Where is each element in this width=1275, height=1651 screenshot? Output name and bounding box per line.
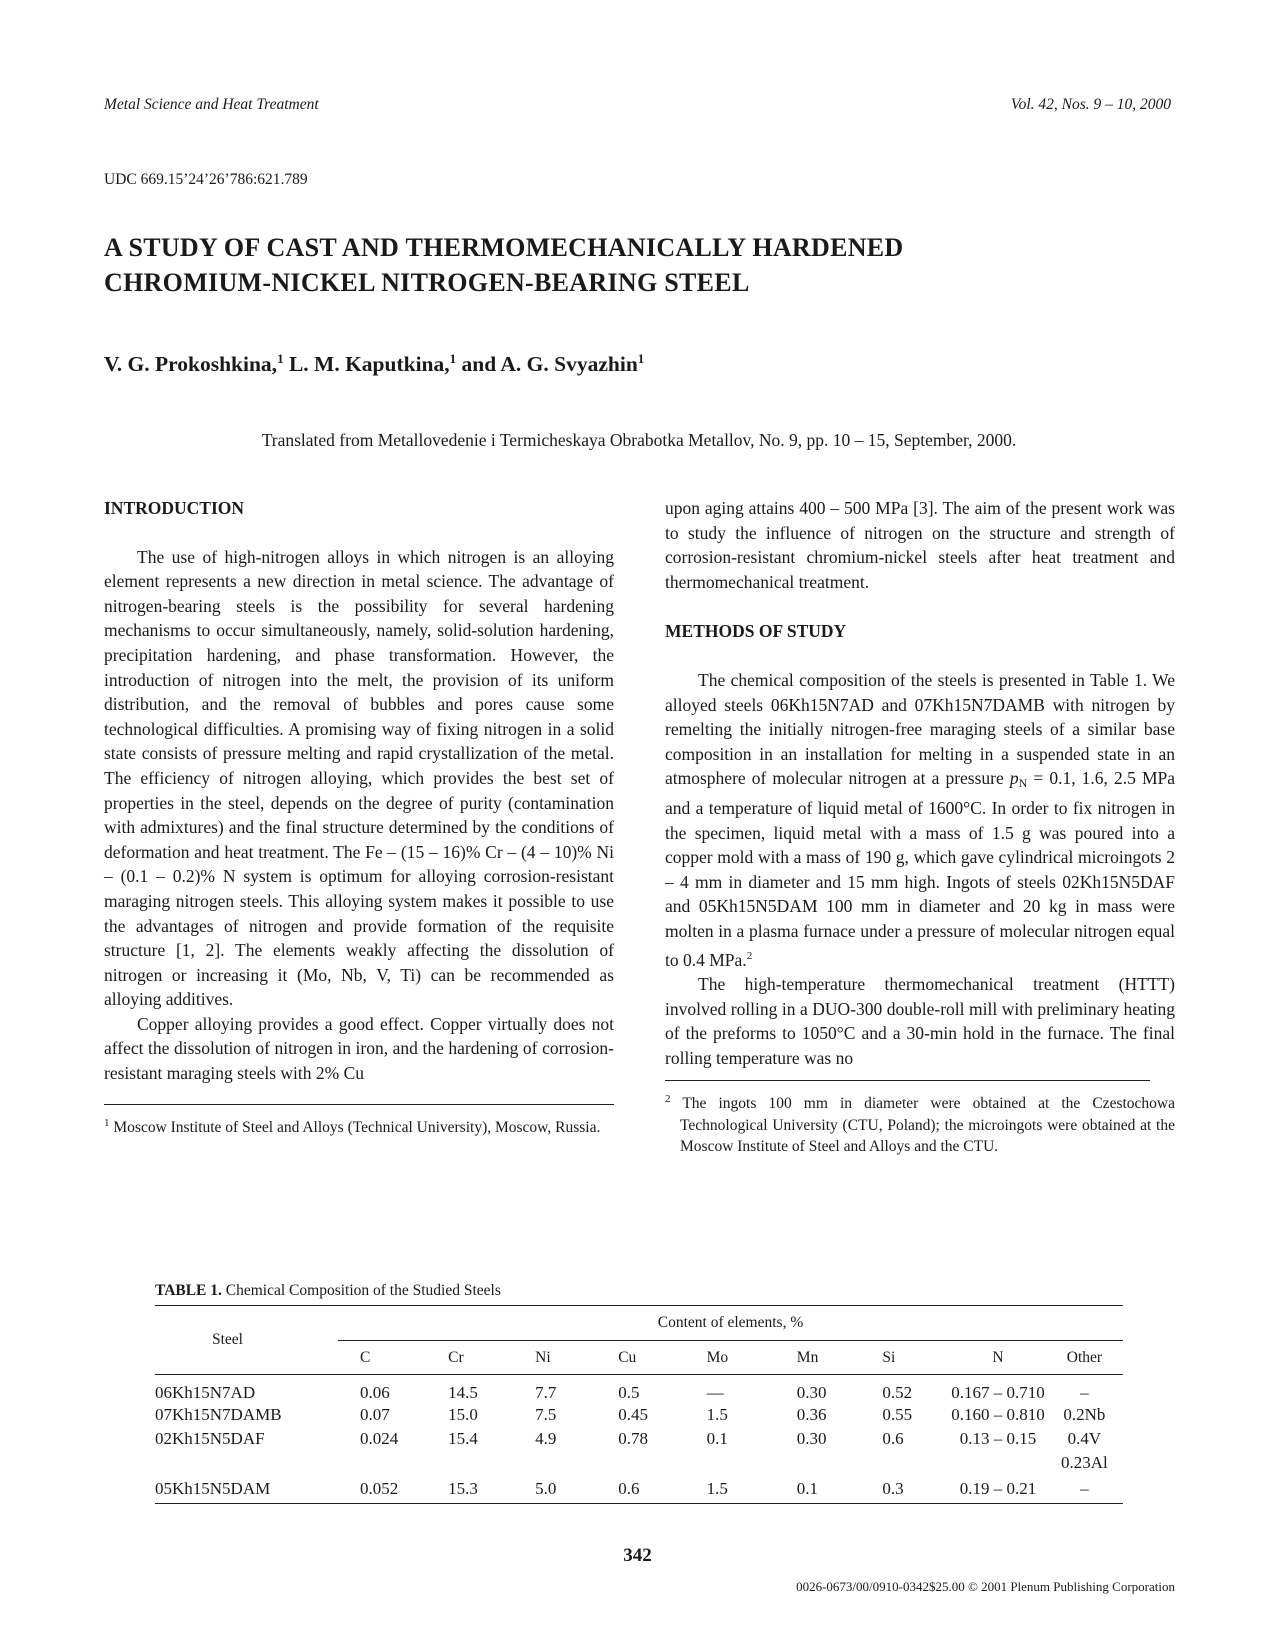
author-3: A. G. Svyazhin (500, 352, 638, 377)
table-cell: 0.024 (360, 1429, 399, 1448)
table-cell: 15.3 (448, 1478, 478, 1498)
table-cell: 0.78 (618, 1429, 648, 1448)
author-conjunction: and (461, 352, 497, 377)
table-cell: 0.30 (796, 1429, 827, 1448)
table-cell: 0.1 (796, 1478, 819, 1498)
steel-name-cell: 05Kh15N5DAM (155, 1478, 271, 1498)
table-cell: 14.5 (448, 1383, 478, 1402)
table-cell: 0.07 (360, 1405, 390, 1424)
table-cell: 0.45 (618, 1405, 648, 1424)
table-row (155, 1475, 1123, 1503)
table-cell (860, 1451, 950, 1475)
column-header-mo: Mo (706, 1348, 729, 1366)
table-cell: 0.23Al (1061, 1453, 1108, 1472)
footnote-1-text: Moscow Institute of Steel and Alloys (Technical University), Moscow, Russia. (113, 1118, 601, 1136)
affiliation-mark: 1 (637, 351, 645, 366)
table-cell: 0.6 (618, 1478, 640, 1498)
introduction-heading: INTRODUCTION (104, 498, 245, 518)
table-cell (685, 1451, 775, 1475)
footnote-2-text: The ingots 100 mm in diameter were obtained at the Czestochowa Technological University (CTU, Poland); the microingots were obtained at the Moscow Institute of Steel and Alloys and the CTU. (680, 1095, 1175, 1156)
footnote-1 (104, 1113, 614, 1139)
table-cell: 0.6 (882, 1429, 904, 1448)
column-header-n: N (992, 1348, 1004, 1366)
column-header-si: Si (882, 1348, 896, 1366)
copyright-line: 0026-0673/00/0910-0342$25.00 © 2001 Plenum Publishing Corporation (796, 1579, 1175, 1594)
title-line-1: A STUDY OF CAST AND THERMOMECHANICALLY HARDENED (104, 233, 904, 262)
table-cell: 0.4V (1067, 1429, 1102, 1448)
table-body (155, 1375, 1123, 1504)
table-row (155, 1403, 1123, 1427)
table-cell: 5.0 (535, 1478, 557, 1498)
table-bottom-rule (155, 1503, 1123, 1504)
methods-paragraph-1-end: = 0.1, 1.6, 2.5 MPa and a temperature of liquid metal of 1600°C. In order to fix nitrogen in the specimen, liquid metal with a mass of 1.5 g was poured into a copper mold with a mass of 190 g, which gave cylindrical microingots 2 – 4 mm in diameter and 15 mm high. Ingots of steels 02Kh15N5DAF and 05Kh15N5DAM 100 mm in diameter and 20 kg in mass were molten in a plasma furnace under a pressure of molecular nitrogen equal to 0.4 MPa. (665, 768, 1176, 970)
column-header-mn: Mn (796, 1348, 819, 1366)
footnote-2-mark: 2 (665, 1093, 671, 1106)
table-cell: 0.2Nb (1063, 1405, 1106, 1424)
table-cell (426, 1451, 513, 1475)
intro-paragraph-3: upon aging attains 400 – 500 MPa [3]. The aim of the present work was to study the influence of nitrogen on the structure and strength of corrosion-resistant chromium-nickel steels after heat treatment and thermomechanical treatment. (665, 498, 1175, 592)
column-header-cu: Cu (618, 1348, 637, 1366)
table-cell: — (706, 1383, 724, 1402)
table-cell: 0.55 (882, 1405, 913, 1424)
udc-code: UDC 669.15’24’26’786:621.789 (104, 171, 308, 188)
journal-name: Metal Science and Heat Treatment (104, 96, 319, 113)
table-cell: 15.0 (448, 1405, 478, 1424)
steel-name-cell: 02Kh15N5DAF (155, 1429, 265, 1448)
table-cell (513, 1451, 596, 1475)
journal-volume: Vol. 42, Nos. 9 – 10, 2000 (1010, 96, 1171, 113)
column-header-ni: Ni (535, 1348, 551, 1366)
steel-column-header: Steel (212, 1331, 243, 1348)
table-cell: 0.13 – 0.15 (959, 1429, 1037, 1448)
methods-paragraph-1 (665, 668, 1175, 972)
column-header-cr: Cr (448, 1348, 464, 1366)
intro-paragraph-2: Copper alloying provides a good effect. Copper virtually does not affect the dissolution of nitrogen in iron, and the hardening of corrosion-resistant maraging steels with 2% Cu (104, 1013, 614, 1084)
steel-name-cell: 06Kh15N7AD (155, 1383, 256, 1402)
table-cell: 1.5 (706, 1478, 728, 1498)
footnote-rule (104, 1104, 614, 1105)
table-cell: 0.3 (882, 1478, 904, 1498)
composition-table (155, 1305, 1123, 1504)
column-header-c: C (360, 1348, 371, 1366)
translation-note: Translated from Metallovedenie i Termicheskaya Obrabotka Metallov, No. 9, pp. 10 – 15, September, 2000. (261, 430, 1017, 450)
paper-title (104, 230, 1104, 300)
table-cell: 0.1 (706, 1429, 728, 1448)
right-column (665, 496, 1175, 1158)
table-cell: 0.06 (360, 1383, 390, 1402)
table-cell: – (1080, 1478, 1089, 1498)
table-cell: 1.5 (706, 1405, 728, 1424)
table-cell: 0.36 (796, 1405, 827, 1424)
table-cell: 0.19 – 0.21 (959, 1478, 1037, 1498)
table-cell (338, 1451, 426, 1475)
table-cell: 0.5 (618, 1383, 640, 1402)
table-caption-label: TABLE 1. (155, 1282, 222, 1299)
table-cell (775, 1451, 861, 1475)
table-cell (596, 1451, 684, 1475)
steel-name-cell: 07Kh15N7DAMB (155, 1405, 282, 1424)
footnote-2 (665, 1089, 1175, 1158)
affiliation-mark: 1 (449, 351, 457, 366)
intro-paragraph-1: The use of high-nitrogen alloys in which nitrogen is an alloying element represents a new direction in metal science. The advantage of nitrogen-bearing steels is the possibility for several hardening mechanisms to occur simultaneously, namely, solid-solution hardening, precipitation hardening, and phase transformation. However, the introduction of nitrogen into the melt, the provision of its uniform distribution, and the removal of bubbles and pores cause some technological difficulties. A promising way of fixing nitrogen in a solid state consists of pressure melting and rapid crystallization of the metal. The efficiency of nitrogen alloying, which provides the best set of properties in the steel, depends on the degree of purity (contamination with admixtures) and the final structure determined by the conditions of deformation and heat treatment. The Fe – (15 – 16)% Cr – (4 – 10)% Ni – (0.1 – 0.2)% N system is optimum for alloying corrosion-resistant maraging nitrogen steels. This alloying system makes it possible to use the advantages of nitrogen and provide formation of the requisite structure [1, 2]. The elements weakly affecting the dissolution of nitrogen or increasing it (Mo, Nb, V, Ti) can be recommended as alloying additives. (104, 546, 614, 1010)
pressure-subscript: N (1018, 776, 1028, 791)
column-header-other: Other (1066, 1348, 1103, 1366)
table-cell: 7.7 (535, 1383, 557, 1402)
table-cell: 4.9 (535, 1429, 557, 1448)
table-row (155, 1451, 1123, 1475)
affiliation-mark: 1 (277, 351, 284, 366)
footnote-2-ref: 2 (746, 949, 753, 962)
page-number: 342 (623, 1545, 652, 1566)
steel-name-cell (155, 1451, 338, 1475)
table-row (155, 1427, 1123, 1451)
author-1: V. G. Prokoshkina, (104, 352, 278, 377)
table-caption (155, 1282, 501, 1300)
table-cell: 0.160 – 0.810 (951, 1405, 1045, 1424)
table-cell: 0.52 (882, 1383, 913, 1402)
methods-paragraph-1-start: The chemical composition of the steels is presented in Table 1. We alloyed steels 06Kh15N7AD and 07Kh15N7DAMB with nitrogen by remelting the initially nitrogen-free maraging steels of a similar base composition in an installation for melting in a suspended state in an atmosphere of molecular nitrogen at a pressure (665, 669, 1175, 789)
author-2: L. M. Kaputkina, (288, 352, 450, 377)
table-cell: 0.052 (360, 1478, 399, 1498)
title-line-2: CHROMIUM-NICKEL NITROGEN-BEARING STEEL (104, 268, 750, 297)
table-cell: – (1080, 1383, 1089, 1402)
table-cell: 7.5 (535, 1405, 557, 1424)
left-column (104, 496, 614, 1138)
table-caption-text: Chemical Composition of the Studied Steels (225, 1282, 501, 1299)
table-row (155, 1375, 1123, 1404)
table-cell: 0.167 – 0.710 (951, 1383, 1045, 1402)
methods-heading: METHODS OF STUDY (665, 621, 847, 642)
methods-paragraph-2: The high-temperature thermomechanical treatment (HTTT) involved rolling in a DUO-300 double-roll mill with preliminary heating of the preforms to 1050°C and a 30-min hold in the furnace. The final rolling temperature was no (665, 973, 1175, 1068)
table-cell: 15.4 (448, 1429, 478, 1448)
content-group-header: Content of elements, % (338, 1306, 1123, 1341)
footnote-1-mark: 1 (104, 1116, 110, 1129)
table-cell (950, 1451, 1046, 1475)
table-cell: 0.30 (796, 1383, 827, 1402)
pressure-symbol: p (1009, 768, 1019, 789)
author-list (104, 351, 644, 377)
footnote-rule (665, 1080, 1150, 1081)
